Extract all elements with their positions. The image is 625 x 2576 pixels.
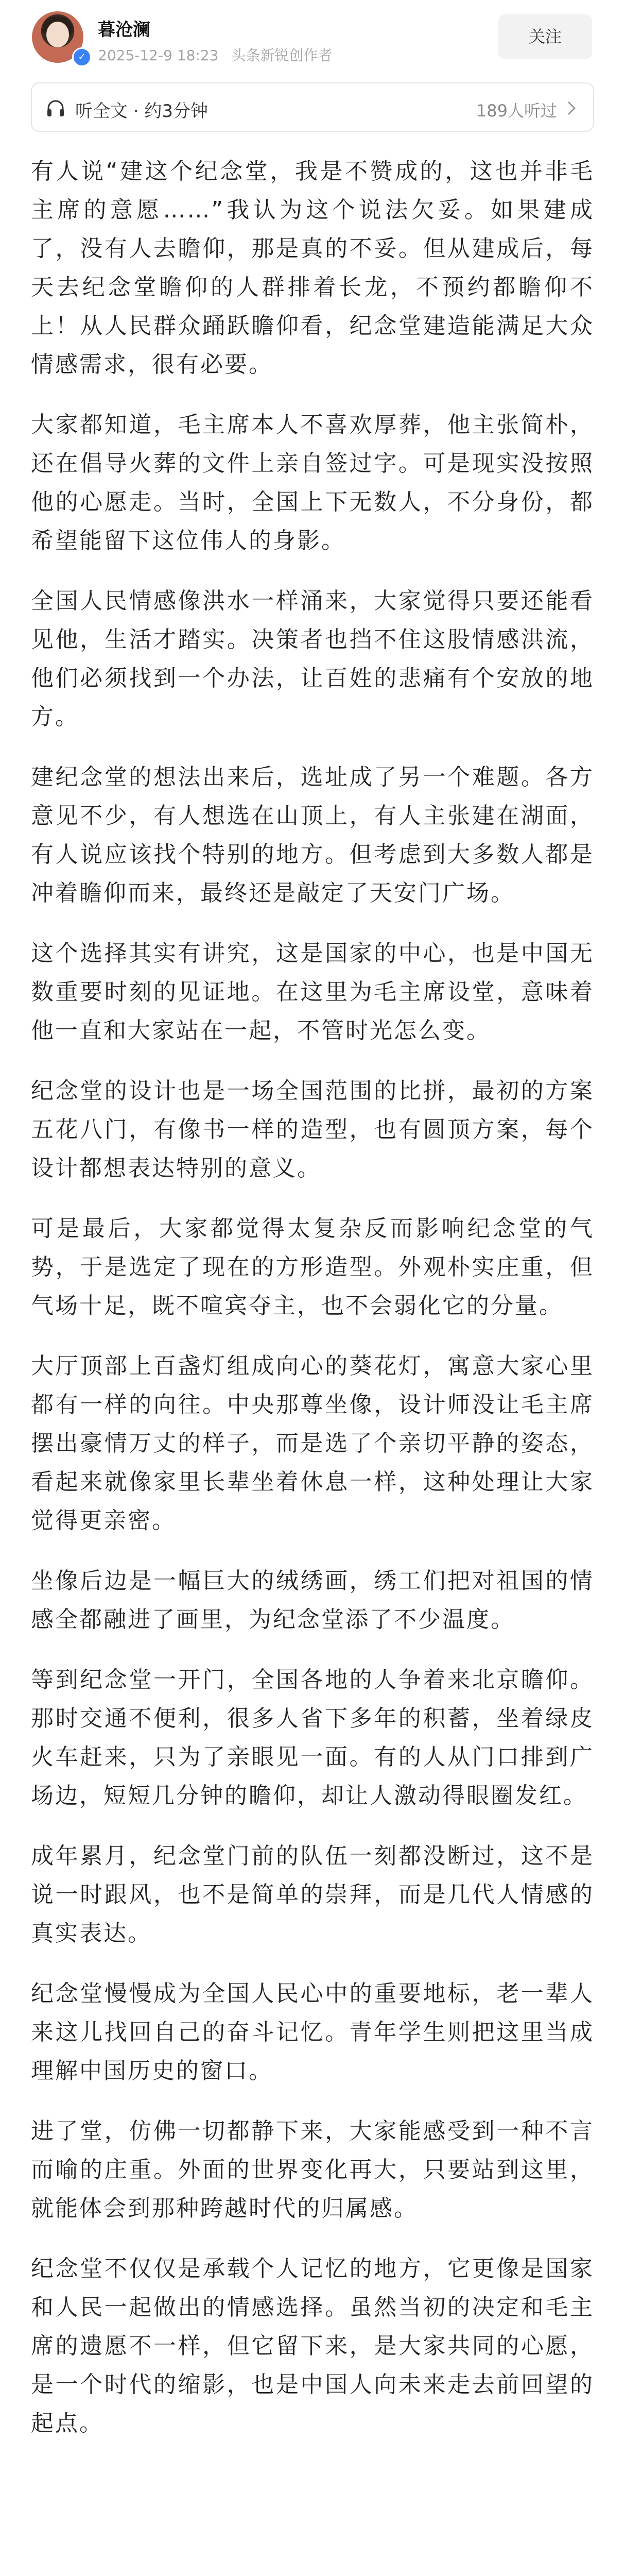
author-name[interactable]: 暮沧澜 — [98, 20, 150, 40]
paragraph: 纪念堂的设计也是一场全国范围的比拼，最初的方案五花八门，有像书一样的造型，也有圆顶方案，每个设计都想表达特别的意义。 — [31, 1078, 594, 1181]
paragraph: 这个选择其实有讲究，这是国家的中心，也是中国无数重要时刻的见证地。在这里为毛主席设堂，意味着他一直和大家站在一起，不管时光怎么变。 — [31, 940, 594, 1044]
headphone-icon — [45, 98, 66, 118]
paragraph: 大厅顶部上百盏灯组成向心的葵花灯，寓意大家心里都有一样的向往。中央那尊坐像，设计师没让毛主席摆出豪情万丈的样子，而是选了个亲切平静的姿态，看起来就像家里长辈坐着休息一样，这种处理让大家觉得更亲密。 — [31, 1353, 594, 1534]
avatar-face — [46, 22, 69, 47]
paragraph: 进了堂，仿佛一切都静下来，大家能感受到一种不言而喻的庄重。外面的世界变化再大，只要站到这里，就能体会到那种跨越时代的归属感。 — [31, 2118, 594, 2222]
chevron-right-icon — [563, 99, 579, 117]
paragraph: 成年累月，纪念堂门前的队伍一刻都没断过，这不是说一时跟风，也不是简单的崇拜，而是几代人情感的真实表达。 — [31, 1843, 594, 1946]
paragraph: 有人说“建这个纪念堂，我是不赞成的，这也并非毛主席的意愿……”我认为这个说法欠妥。如果建成了，没有人去瞻仰，那是真的不妥。但从建成后，每天去纪念堂瞻仰的人群排着长龙，不预约都瞻仰不上！从人民群众踊跃瞻仰看，纪念堂建造能满足大众情感需求，很有必要。 — [31, 158, 594, 378]
paragraph: 可是最后，大家都觉得太复杂反而影响纪念堂的气势，于是选定了现在的方形造型。外观朴实庄重，但气场十足，既不喧宾夺主，也不会弱化它的分量。 — [31, 1215, 594, 1319]
paragraph: 等到纪念堂一开门，全国各地的人争着来北京瞻仰。那时交通不便利，很多人省下多年的积蓄，坐着绿皮火车赶来，只为了亲眼见一面。有的人从门口排到广场边，短短几分钟的瞻仰，却让人激动得眼圈发红。 — [31, 1667, 594, 1809]
post-date: 2025-12-9 18:23 — [98, 47, 219, 64]
paragraph: 全国人民情感像洪水一样涌来，大家觉得只要还能看见他，生活才踏实。决策者也挡不住这股情感洪流，他们必须找到一个办法，让百姓的悲痛有个安放的地方。 — [31, 588, 594, 730]
post-meta — [98, 44, 340, 65]
follow-button[interactable]: 关注 — [498, 14, 592, 59]
article-body — [31, 152, 594, 2464]
listen-bar[interactable] — [31, 82, 594, 132]
article-header — [0, 0, 625, 122]
paragraph: 大家都知道，毛主席本人不喜欢厚葬，他主张简朴，还在倡导火葬的文件上亲自签过字。可是现实没按照他的心愿走。当时，全国上下无数人，不分身份，都希望能留下这位伟人的身影。 — [31, 412, 594, 554]
paragraph: 建纪念堂的想法出来后，选址成了另一个难题。各方意见不少，有人想选在山顶上，有人主张建在湖面，有人说应该找个特别的地方。但考虑到大多数人都是冲着瞻仰而来，最终还是敲定了天安门广场。 — [31, 764, 594, 906]
listen-label: 听全文 · 约3分钟 — [75, 101, 209, 122]
verified-badge-icon: ✓ — [72, 47, 92, 67]
paragraph: 纪念堂慢慢成为全国人民心中的重要地标，老一辈人来这儿找回自己的奋斗记忆。青年学生则把这里当成理解中国历史的窗口。 — [31, 1980, 594, 2084]
paragraph: 坐像后边是一幅巨大的绒绣画，绣工们把对祖国的情感全都融进了画里，为纪念堂添了不少温度。 — [31, 1568, 594, 1633]
paragraph: 纪念堂不仅仅是承载个人记忆的地方，它更像是国家和人民一起做出的情感选择。虽然当初的决定和毛主席的遗愿不一样，但它留下来，是大家共同的心愿，是一个时代的缩影，也是中国人向未来走去前回望的起点。 — [31, 2256, 594, 2436]
creator-tag: 头条新锐创作者 — [231, 47, 333, 64]
listen-count: 189人听过 — [476, 101, 557, 121]
